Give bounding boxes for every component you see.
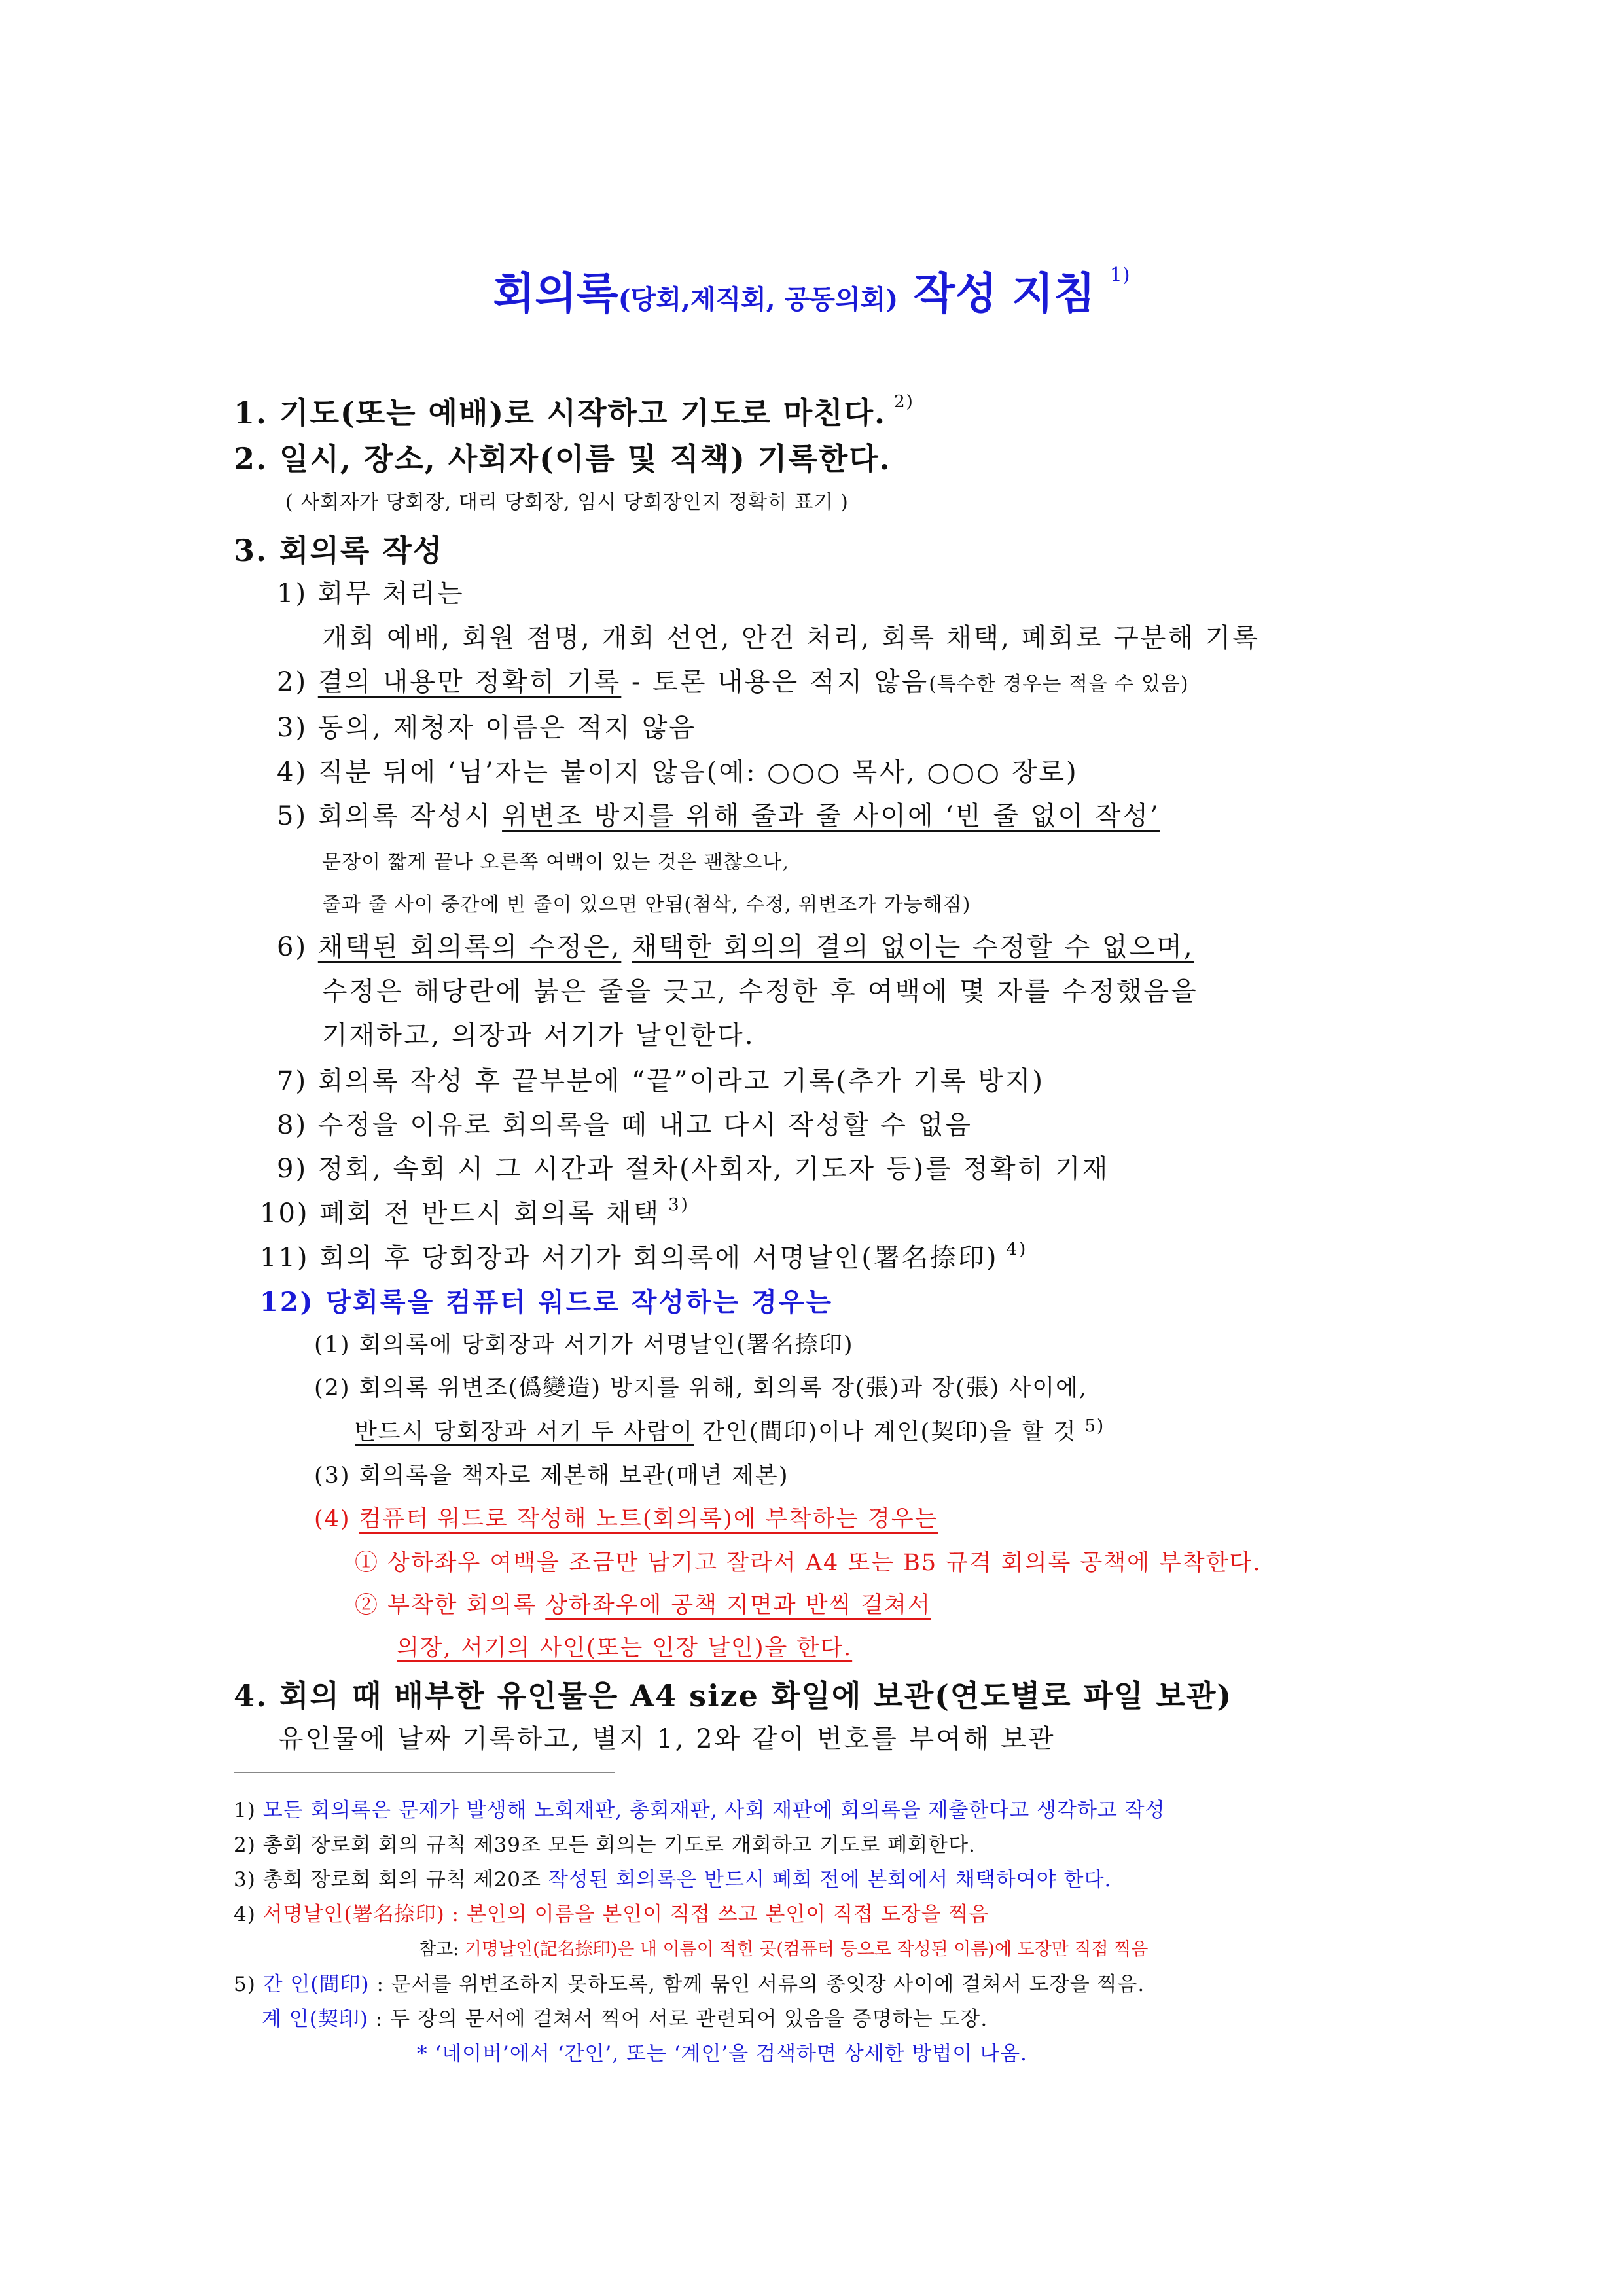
footnote-3-num: 3) [234,1868,256,1892]
item-12-c2-a: ② 부착한 회의록 [355,1592,546,1619]
item-12-c1: ① 상하좌우 여백을 조금만 남기고 잘라서 A4 또는 B5 규격 회의록 공책에 부착한다. [355,1550,1262,1576]
item-4-text: 직분 뒤에 ‘님’자는 붙이지 않음(예: ○○○ 목사, ○○○ 장로) [317,757,1079,787]
section-4-sub: 유인물에 날짜 기록하고, 별지 1, 2와 같이 번호를 부여해 보관 [278,1724,1056,1754]
item-6-underlined-2: 채택한 회의의 결의 없이는 수정할 수 없으며, [632,932,1194,962]
item-11-footnote-ref: 4) [1006,1240,1028,1259]
item-10-footnote-ref: 3) [668,1195,690,1215]
item-12 [260,1282,833,1319]
footnote-4-note-label: 참고: [419,1939,465,1960]
section-1 [234,389,914,433]
item-3 [277,707,696,744]
item-12-p2b-footnote-ref: 5) [1084,1416,1105,1436]
footnote-5-term-2: 계 인(契印) [262,2007,368,2031]
section-1-footnote-ref: 2) [894,392,914,412]
footnote-1-num: 1) [234,1799,256,1822]
footnote-1-text: 모든 회의록은 문제가 발생해 노회재판, 총회재판, 사회 재판에 회의록을 제출한다고 생각하고 작성 [262,1799,1166,1822]
item-9-text: 정회, 속회 시 그 시간과 절차(사회자, 기도자 등)를 정확히 기재 [317,1154,1110,1184]
item-12-p4-num: (4) [314,1506,351,1532]
item-9 [277,1148,1109,1185]
section-2: 2. 일시, 장소, 사회자(이름 및 직책) 기록한다. [234,441,891,476]
footnote-2 [234,1828,976,1857]
page-title [0,259,1623,321]
item-4-num: 4) [277,757,308,787]
item-12-c2b-underlined: 의장, 서기의 사인(또는 인장 날인)을 한다. [397,1635,853,1661]
item-12-p2b [355,1414,1105,1446]
footnote-5-text: : 문서를 위변조하지 못하도록, 함께 묶인 서류의 종잇장 사이에 걸쳐서 도장을 찍음. [369,1973,1145,1996]
footnote-5-term: 간 인(間印) [262,1973,370,1996]
section-3: 3. 회의록 작성 [234,533,444,568]
item-12-p1: (1) 회의록에 당회장과 서기가 서명날인(署名捺印) [314,1332,854,1358]
item-5-sub-2: 줄과 줄 사이 중간에 빈 줄이 있으면 안됨(첨삭, 수정, 위변조가 가능해짐) [322,893,971,916]
item-4 [277,751,1079,789]
item-2-small: (특수한 경우는 적을 수 있음) [929,673,1189,696]
item-2-underlined: 결의 내용만 정확히 기록 [317,667,622,697]
item-6-num: 6) [277,932,308,962]
footnote-4 [234,1897,989,1927]
footnote-4-term: 서명날인(署名捺印) [262,1903,445,1926]
item-6-sub-2: 기재하고, 의장과 서기가 날인한다. [322,1020,755,1050]
title-footnote-ref: 1) [1109,264,1130,287]
title-paren: (당회,제직회, 공동의회) [618,284,899,315]
title-main: 회의록 [493,268,618,319]
item-11 [260,1237,1027,1274]
item-10-text: 폐회 전 반드시 회의록 채택 [319,1198,661,1229]
item-12-p2: (2) 회의록 위변조(僞變造) 방지를 위해, 회의록 장(張)과 장(張) 사이에, [314,1375,1088,1401]
item-5-num: 5) [277,801,308,831]
footnote-1 [234,1793,1166,1823]
section-2-note: ( 사회자가 당회장, 대리 당회장, 임시 당회장인지 정확히 표기 ) [285,491,849,514]
footnote-4-note [419,1935,1148,1960]
item-12-p2b-rest: 간인(間印)이나 계인(契印)을 할 것 [694,1419,1077,1445]
footnote-4-num: 4) [234,1903,256,1926]
item-3-num: 3) [277,713,308,743]
footnote-4-text: : 본인의 이름을 본인이 직접 쓰고 본인이 직접 도장을 찍음 [444,1903,990,1926]
item-9-num: 9) [277,1154,308,1184]
item-7 [277,1060,1044,1098]
item-12-text: 당회록을 컴퓨터 워드로 작성하는 경우는 [325,1287,834,1318]
item-5 [277,795,1160,833]
item-12-c2-underlined: 상하좌우에 공책 지면과 반씩 걸쳐서 [545,1592,931,1619]
footnote-5 [234,1967,1145,1997]
section-4: 4. 회의 때 배부한 유인물은 A4 size 화일에 보관(연도별로 파일 보관) [234,1678,1233,1713]
item-6-underlined-1: 채택된 회의록의 수정은, [317,932,622,962]
footnote-5-text-2: : 두 장의 문서에 걸쳐서 찍어 서로 관련되어 있음을 증명하는 도장. [368,2007,988,2031]
item-12-p3: (3) 회의록을 책자로 제본해 보관(매년 제본) [314,1463,789,1489]
footnote-4-note-text: 기명날인(記名捺印)은 내 이름이 적힌 곳(컴퓨터 등으로 작성된 이름)에 도장만 직접 찍음 [464,1939,1149,1960]
item-5-underlined: 위변조 방지를 위해 줄과 줄 사이에 ‘빈 줄 없이 작성’ [502,801,1160,831]
item-3-text: 동의, 제청자 이름은 적지 않음 [317,713,697,743]
item-12-c2b [397,1630,852,1662]
item-12-p2b-underlined: 반드시 당회장과 서기 두 사람이 [355,1419,694,1445]
item-11-text: 회의 후 당회장과 서기가 회의록에 서명날인(署名捺印) [319,1243,999,1273]
item-7-num: 7) [277,1066,308,1096]
item-1-text: 회무 처리는 [317,579,465,609]
item-5-a: 회의록 작성시 [317,801,503,831]
footnote-5-line-2 [262,2002,988,2032]
item-10 [260,1193,690,1230]
footnote-3 [234,1863,1111,1892]
item-12-p4 [314,1501,938,1534]
footnote-5-num: 5) [234,1973,256,1996]
item-2-num: 2) [277,667,308,697]
footnote-2-text: 총회 장로회 회의 규칙 제39조 모든 회의는 기도로 개회하고 기도로 폐회한다. [262,1833,976,1857]
footnote-2-num: 2) [234,1833,256,1857]
item-5-sub-1: 문장이 짧게 끝나 오른쪽 여백이 있는 것은 괜찮으나, [322,851,789,874]
item-7-text: 회의록 작성 후 끝부분에 “끝”이라고 기록(추가 기록 방지) [317,1066,1044,1096]
item-12-num: 12) [260,1287,315,1318]
footnote-5-line-3: * ‘네이버’에서 ‘간인’, 또는 ‘계인’을 검색하면 상세한 방법이 나옴. [417,2042,1027,2066]
item-8-text: 수정을 이유로 회의록을 떼 내고 다시 작성할 수 없음 [317,1110,972,1140]
section-1-text: 1. 기도(또는 예배)로 시작하고 기도로 마친다. [234,395,887,431]
item-6 [277,926,1194,963]
item-2-rest: - 토론 내용은 적지 않음 [621,667,929,697]
item-12-p4-underlined: 컴퓨터 워드로 작성해 노트(회의록)에 부착하는 경우는 [359,1506,938,1532]
item-12-c2 [355,1587,931,1620]
footnote-3-text-a: 총회 장로회 회의 규칙 제20조 [262,1868,548,1892]
item-11-num: 11) [260,1243,310,1273]
item-8 [277,1104,972,1141]
item-1-sub: 개회 예배, 회원 점명, 개회 선언, 안건 처리, 회록 채택, 폐회로 구분해 기록 [322,623,1260,653]
item-2 [277,661,1189,698]
item-8-num: 8) [277,1110,308,1140]
item-1-num: 1) [277,579,308,609]
footnote-divider [234,1772,615,1773]
item-6-sub-1: 수정은 해당란에 붉은 줄을 긋고, 수정한 후 여백에 몇 자를 수정했음을 [322,977,1198,1007]
item-10-num: 10) [260,1198,310,1229]
footnote-3-text-b: 작성된 회의록은 반드시 폐회 전에 본회에서 채택하여야 한다. [548,1868,1112,1892]
title-rest: 작성 지침 [913,268,1096,319]
item-1 [277,573,465,610]
